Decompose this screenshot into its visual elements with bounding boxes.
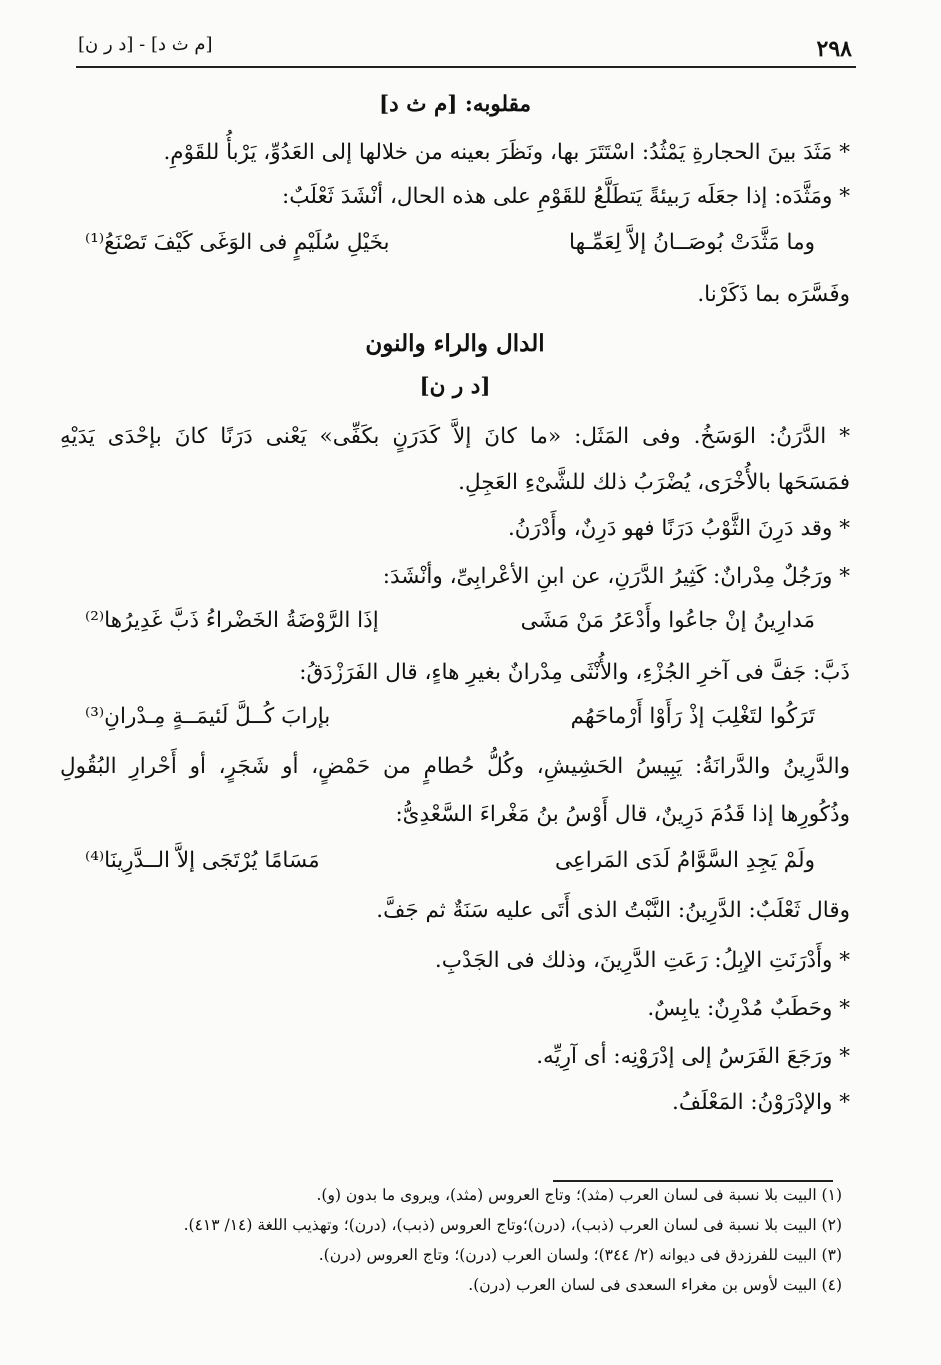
footnote-2: (٢) البيت بلا نسبة فى لسان العرب (ذبب)، (درن)؛وتاج العروس (ذبب)، (درن)؛ وتهذيب اللغة (١٤/ ٤١٣).	[183, 1216, 842, 1234]
entry-daran-line-1: * الدَّرَنُ: الوَسَخُ. وفى المَثَل: «ما كانَ إلاَّ كَدَرَنٍ بكَفِّى» يَعْنى دَرَنًا كانَ بإحْدَى يَدَيْهِ	[60, 424, 850, 449]
chapter-heading: الدال والراء والنون	[365, 330, 545, 357]
entry-adranat: * وأَدْرَنَتِ الإبِلُ: رَعَتِ الدَّرِينَ، وذلك فى الجَدْبِ.	[434, 948, 850, 973]
page-number: ٢٩٨	[816, 36, 852, 62]
verse-1-second-hemistich: بخَيْلِ سُلَيْمٍ فى الوَغَى كَيْفَ تَصْنَعُ⁽¹⁾	[85, 230, 390, 255]
verse-3-second-hemistich: بإرابَ كُــلَّ لَئيمَــةٍ مِـدْرانِ⁽³⁾	[85, 704, 331, 729]
footnote-3: (٣) البيت للفرزدق فى ديوانه (٢/ ٣٤٤)؛ ولسان العرب (درن)؛ وتاج العروس (درن).	[318, 1246, 842, 1264]
verse-4	[60, 848, 850, 882]
entry-darina: * وقد دَرِنَ الثَّوْبُ دَرَنًا فهو دَرِنٌ، وأَدْرَنُ.	[507, 516, 850, 541]
verse-1	[60, 230, 850, 264]
section-heading-mthd: مقلوبه: [م ث د]	[379, 92, 531, 117]
entry-thalab-darin: وقال ثَعْلَبٌ: الدَّرِينُ: النَّبْتُ الذى أَتَى عليه سَنَةٌ ثم جَفَّ.	[376, 898, 850, 923]
footnote-1: (١) البيت بلا نسبة فى لسان العرب (مثد)؛ وتاج العروس (مثد)، ويروى ما بدون (و).	[316, 1186, 842, 1204]
entry-darin-line-1: والدَّرِينُ والدَّرانَةُ: يَبِيسُ الحَشِيشِ، وكُلُّ حُطامٍ من حَمْضٍ، أو شَجَرٍ، أو أَحْرارِ البُقُولِ	[60, 754, 850, 779]
section-heading-drn: [د ر ن]	[419, 374, 491, 399]
page-header	[76, 26, 856, 68]
entry-midran: * ورَجُلٌ مِدْرانٌ: كَثِيرُ الدَّرَنِ، عن ابنِ الأعْرابِىِّ، وأنْشَدَ:	[382, 564, 850, 589]
entry-daran-line-2: فمَسَحَها بالأُخْرَى، يُضْرَبُ ذلك للشَّىْءِ العَجِلِ.	[458, 470, 850, 495]
verse-2-second-hemistich: إذَا الرَّوْضَةُ الخَضْراءُ ذَبَّ غَدِيرُها⁽²⁾	[85, 608, 379, 633]
footnote-divider	[553, 1180, 833, 1182]
entry-darin-line-2: وذُكُورِها إذا قَدُمَ دَرِينٌ، قال أَوْسُ بنُ مَغْراءَ السَّعْدِىُّ:	[395, 802, 850, 827]
running-title: [م ث د] - [د ر ن]	[78, 34, 213, 55]
entry-mudrin: * وحَطَبٌ مُدْرِنٌ: يابِسٌ.	[647, 996, 850, 1021]
entry-idrawn: * ورَجَعَ الفَرَسُ إلى إدْرَوْنِه: أى آرِيِّه.	[536, 1044, 850, 1069]
verse-3-first-hemistich: تَرَكُوا لتَغْلِبَ إذْ رَأَوْا أَرْماحَهُم	[570, 704, 815, 729]
entry-dhabba: ذَبَّ: جَفَّ فى آخرِ الجُزْءِ، والأُنْثَى مِدْرانٌ بغيرِ هاءٍ، قال الفَرَزْدَقُ:	[299, 660, 850, 685]
verse-2-first-hemistich: مَدارِينُ إنْ جاعُوا وأَدْعَرُ مَنْ مَشَى	[520, 608, 815, 633]
entry-idrawn-malaf: * والإدْرَوْنُ: المَعْلَفُ.	[672, 1090, 850, 1115]
verse-4-first-hemistich: ولَمْ يَجِدِ السَّوَّامُ لَدَى المَراعِى	[554, 848, 815, 873]
verse-4-second-hemistich: مَسَامًا يُرْتَجَى إلاَّ الــدَّرِينَا⁽⁴⁾	[85, 848, 320, 873]
entry-maththada: * ومَثَّدَه: إذا جعَلَه رَبيئةً يَتطَلَّعُ للقَوْمِ على هذه الحال، أنْشَدَ ثَعْلَبٌ:	[282, 184, 850, 209]
entry-mathada: * مَثَدَ بينَ الحجارةِ يَمْثُدُ: اسْتَتَرَ بها، ونَظَرَ بعينه من خلالها إلى العَدُوِّ، يَرْبأُ للقَوْمِ.	[163, 140, 850, 165]
footnote-4: (٤) البيت لأوس بن مغراء السعدى فى لسان العرب (درن).	[468, 1276, 842, 1294]
verse-1-commentary: وفَسَّرَه بما ذَكَرْنا.	[697, 282, 850, 307]
verse-2	[60, 608, 850, 642]
verse-3	[60, 704, 850, 738]
verse-1-first-hemistich: وما مَثَّدَتْ بُوصَــانُ إلاَّ لِعَمِّـها	[569, 230, 815, 255]
